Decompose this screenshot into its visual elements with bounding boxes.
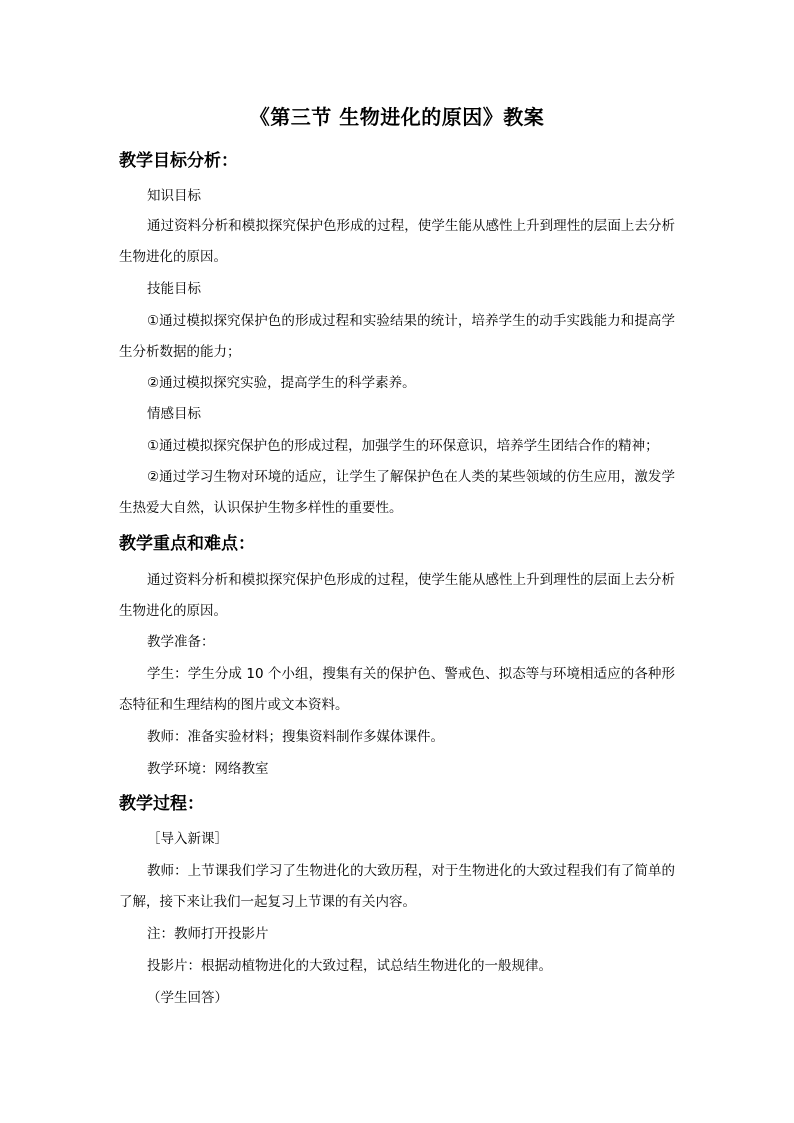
emotion-goal-label: 情感目标 — [147, 406, 201, 422]
emotion-goal-item-1: ①通过模拟探究保护色的形成过程，加强学生的环保意识，培养学生团结合作的精神； — [147, 438, 659, 454]
document-title: 《第三节 生物进化的原因》教案 — [249, 105, 545, 129]
section-heading-key-points: 教学重点和难点： — [119, 534, 255, 554]
knowledge-goal-text: 通过资料分析和模拟探究保护色形成的过程，使学生能从感性上升到理性的层面上去分析生物进化的原因。 — [119, 218, 675, 265]
slide-question-text: 投影片：根据动植物进化的大致过程，试总结生物进化的一般规律。 — [147, 958, 552, 974]
knowledge-goal-label: 知识目标 — [147, 188, 201, 204]
student-answer-text: （学生回答） — [147, 990, 228, 1006]
student-prep-text: 学生：学生分成 10 个小组，搜集有关的保护色、警戒色、拟态等与环境相适应的各种形态特征和生理结构的图片或文本资料。 — [119, 666, 675, 713]
skill-goal-label: 技能目标 — [147, 281, 201, 297]
skill-goal-item-1: ①通过模拟探究保护色的形成过程和实验结果的统计，培养学生的动手实践能力和提高学生分析数据的能力； — [119, 313, 675, 360]
teacher-note-text: 注：教师打开投影片 — [147, 926, 269, 942]
emotion-goal-item-2: ②通过学习生物对环境的适应，让学生了解保护色在人类的某些领域的仿生应用，激发学生热爱大自然，认识保护生物多样性的重要性。 — [119, 469, 675, 516]
teacher-talk-text: 教师：上节课我们学习了生物进化的大致历程，对于生物进化的大致过程我们有了简单的了解，接下来让我们一起复习上节课的有关内容。 — [119, 863, 675, 910]
section-heading-process: 教学过程： — [119, 794, 204, 814]
teaching-environment-text: 教学环境：网络教室 — [147, 761, 269, 777]
teacher-prep-text: 教师：准备实验材料；搜集资料制作多媒体课件。 — [147, 729, 444, 745]
section-heading-objectives: 教学目标分析： — [119, 151, 238, 171]
intro-new-lesson: ［导入新课］ — [147, 831, 228, 847]
teaching-prep-label: 教学准备： — [147, 634, 215, 650]
skill-goal-item-2: ②通过模拟探究实验，提高学生的科学素养。 — [147, 375, 416, 391]
key-points-text: 通过资料分析和模拟探究保护色形成的过程，使学生能从感性上升到理性的层面上去分析生物进化的原因。 — [119, 572, 675, 619]
